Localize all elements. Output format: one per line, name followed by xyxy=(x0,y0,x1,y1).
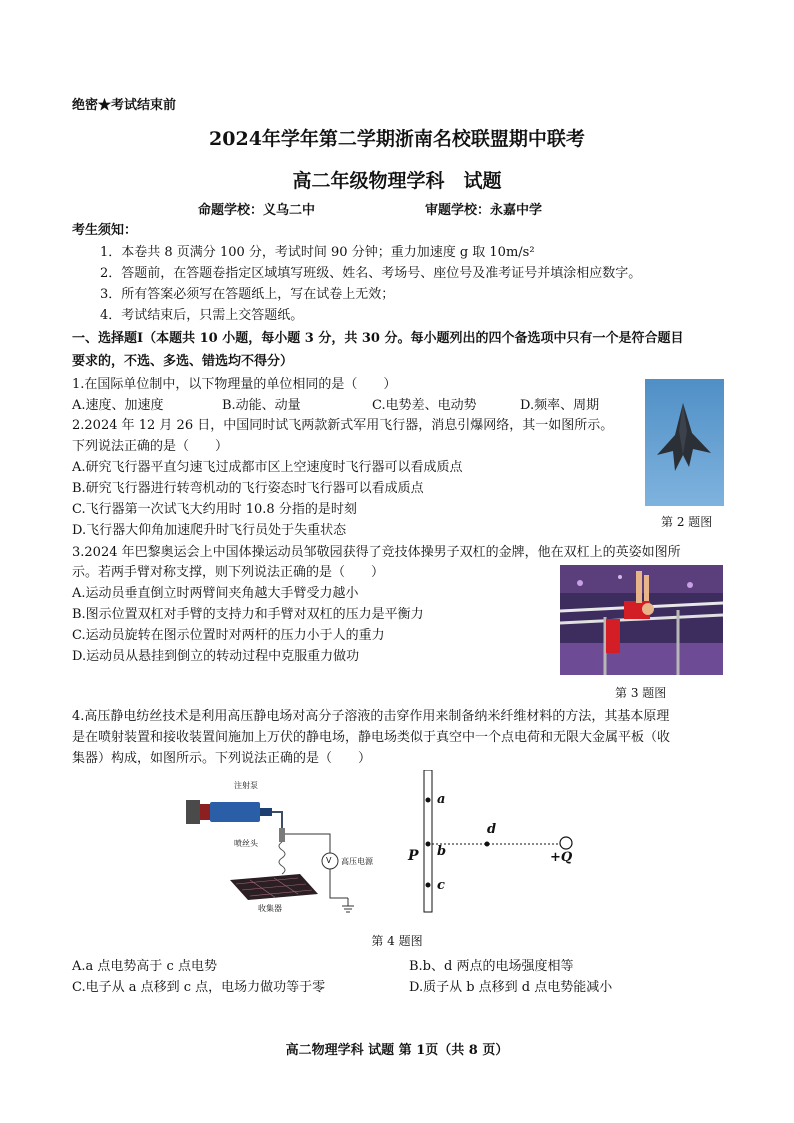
label-voltmeter: V xyxy=(326,856,332,865)
notice-item-3: 3．所有答案必须写在答题纸上，写在试卷上无效； xyxy=(100,287,395,302)
q2-option-b: B.研究飞行器进行转弯机动的飞行姿态时飞行器可以看成质点 xyxy=(72,481,424,496)
label-c: c xyxy=(437,878,445,893)
q1-option-b: B.动能、动量 xyxy=(222,398,301,413)
q3-stem-line2: 示。若两手臂对称支撑，则下列说法正确的是（ ） xyxy=(72,565,385,580)
section-heading-line1: 一、选择题Ⅰ（本题共 10 小题，每小题 3 分，共 30 分。每小题列出的四个备选项中只有一个是符合题目 xyxy=(72,331,684,346)
notice-item-2: 2．答题前，在答题卷指定区域填写班级、姓名、考场号、座位号及准考证号并填涂相应数字。 xyxy=(100,266,642,281)
q4-option-b: B.b、d 两点的电场强度相等 xyxy=(409,959,574,974)
page-footer: 高二物理学科 试题 第 1页（共 8 页） xyxy=(285,1043,509,1058)
label-power: 高压电源 xyxy=(341,857,373,866)
exam-title: 2024年学年第二学期浙南名校联盟期中联考 xyxy=(209,128,585,150)
exam-subtitle: 高二年级物理学科 试题 xyxy=(292,170,502,192)
electrospinning-figure xyxy=(180,776,380,916)
notice-heading: 考生须知： xyxy=(72,223,138,238)
section-heading-line2: 要求的，不选、多选、错选均不得分） xyxy=(72,354,294,369)
q4-stem-line2: 是在喷射装置和接收装置间施加上万伏的静电场，静电场类似于真空中一个点电荷和无限大金属平板（收 xyxy=(72,730,671,745)
q2-option-d: D.飞行器大仰角加速爬升时飞行员处于失重状态 xyxy=(72,523,347,538)
plate-charge-drawing xyxy=(400,770,590,915)
q2-stem-line1: 2.2024 年 12 月 26 日，中国同时试飞两款新式军用飞行器，消息引爆网络，其一如图所示。 xyxy=(72,418,614,433)
label-a: a xyxy=(437,792,446,807)
notice-item-1: 1．本卷共 8 页满分 100 分，考试时间 90 分钟；重力加速度 g 取 10m/s² xyxy=(100,245,535,260)
q2-option-a: A.研究飞行器平直匀速飞过成都市区上空速度时飞行器可以看成质点 xyxy=(72,460,463,475)
q1-option-c: C.电势差、电动势 xyxy=(372,398,477,413)
q1-option-a: A.速度、加速度 xyxy=(72,398,164,413)
label-q: +Q xyxy=(550,850,573,865)
school-right: 审题学校：永嘉中学 xyxy=(425,203,543,218)
aircraft-photo xyxy=(645,379,724,506)
q1-stem: 1.在国际单位制中，以下物理量的单位相同的是（ ） xyxy=(72,377,397,392)
q4-stem-line1: 4.高压静电纺丝技术是利用高压静电场对高分子溶液的击穿作用来制备纳米纤维材料的方法，其基本原理 xyxy=(72,709,670,724)
label-p: P xyxy=(408,848,419,864)
q3-option-d: D.运动员从悬挂到倒立的转动过程中克服重力做功 xyxy=(72,649,360,664)
label-pump: 注射泵 xyxy=(234,781,258,790)
plate-charge-figure xyxy=(400,770,590,915)
q3-option-a: A.运动员垂直倒立时两臂间夹角越大手臂受力越小 xyxy=(72,586,359,601)
q3-stem-line1: 3.2024 年巴黎奥运会上中国体操运动员邹敬园获得了竞技体操男子双杠的金牌，他在双杠上的英姿如图所 xyxy=(72,545,681,560)
secret-label: 绝密★考试结束前 xyxy=(72,98,177,113)
label-d: d xyxy=(487,822,497,837)
q4-option-c: C.电子从 a 点移到 c 点，电场力做功等于零 xyxy=(72,980,326,995)
notice-item-4: 4．考试结束后，只需上交答题纸。 xyxy=(100,308,304,323)
q4-option-a: A.a 点电势高于 c 点电势 xyxy=(72,959,217,974)
gymnast-photo xyxy=(560,565,723,675)
q2-caption: 第 2 题图 xyxy=(661,515,713,529)
label-nozzle: 喷丝头 xyxy=(234,839,258,848)
q4-option-d: D.质子从 b 点移到 d 点电势能减小 xyxy=(409,980,613,995)
q4-stem-line3: 集器）构成，如图所示。下列说法正确的是（ ） xyxy=(72,751,372,766)
q2-stem-line2: 下列说法正确的是（ ） xyxy=(72,439,229,454)
apparatus-drawing xyxy=(180,776,380,916)
q3-option-c: C.运动员旋转在图示位置时对两杆的压力小于人的重力 xyxy=(72,628,385,643)
q4-caption: 第 4 题图 xyxy=(371,934,423,948)
q1-option-d: D.频率、周期 xyxy=(520,398,600,413)
q3-option-b: B.图示位置双杠对手臂的支持力和手臂对双杠的压力是平衡力 xyxy=(72,607,424,622)
school-left: 命题学校：义乌二中 xyxy=(198,203,316,218)
q3-caption: 第 3 题图 xyxy=(615,686,667,700)
q2-option-c: C.飞行器第一次试飞大约用时 10.8 分指的是时刻 xyxy=(72,502,357,517)
label-b: b xyxy=(437,844,447,859)
label-collector: 收集器 xyxy=(258,904,282,913)
